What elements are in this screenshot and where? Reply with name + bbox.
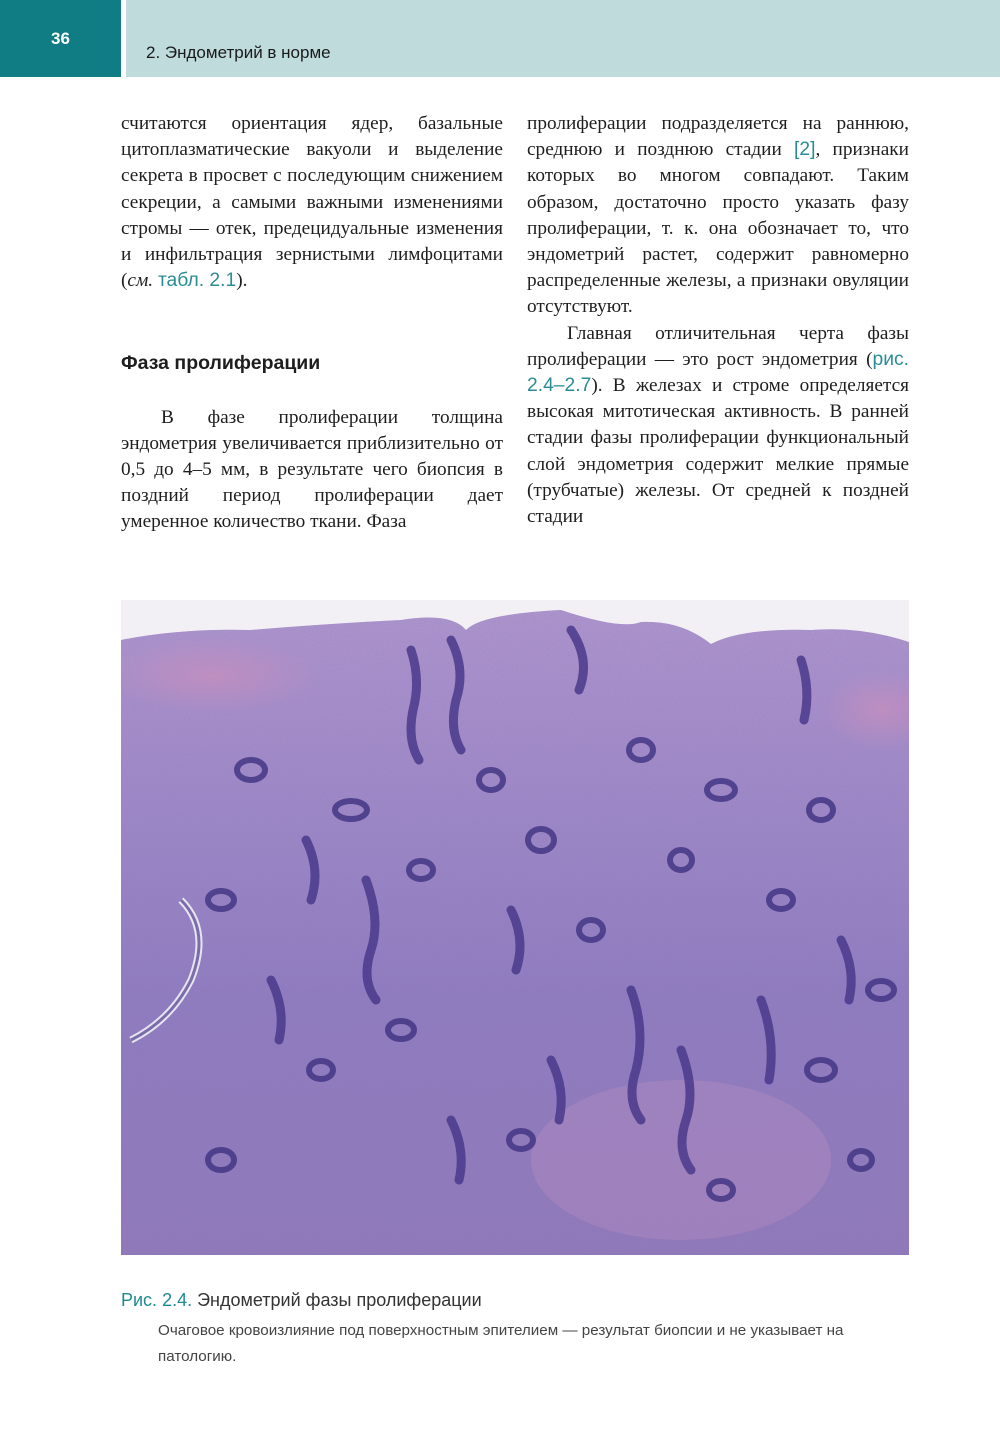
- table-2-1-link[interactable]: табл. 2.1: [157, 270, 237, 292]
- left-paragraph-1: считаются ориентация ядер, базальные цитоплазматические вакуоли и выделение секрета в просвет с последующим снижением секреции, а самыми важными изменениями стромы — отек, предецидуальные изменения и инфильтрация зернистыми лимфоцитами (см. табл. 2.1).: [121, 113, 503, 292]
- right-paragraph-1: пролиферации подразделяется на раннюю, среднюю и позднюю стадии [2], признаки которых во многом совпадают. Таким образом, достаточно просто указать фазу пролиферации, т. к. она обозначает то, что эндометрий растет, содержит равномерно распределенные железы, а признаки овуляции отсутствуют.: [527, 113, 909, 318]
- page-number-text: 36: [51, 28, 70, 48]
- running-header: [126, 0, 1000, 77]
- figure-title: Эндометрий фазы пролиферации: [197, 1290, 482, 1310]
- right-column: [527, 111, 909, 530]
- section-heading: Фаза пролиферации: [121, 352, 321, 375]
- figure-label: Рис. 2.4.: [121, 1290, 193, 1310]
- reference-2-link[interactable]: [2]: [794, 139, 816, 161]
- left-paragraph-2: В фазе пролиферации толщина эндометрия увеличивается приблизительно от 0,5 до 4–5 мм, в результате чего биопсия в поздний период пролиферации дает умеренное количество ткани. Фаза: [121, 406, 503, 533]
- figure-description: Очаговое кровоизлияние под поверхностным эпителием — результат биопсии и не указывает на патологию.: [158, 1322, 844, 1365]
- left-column: [121, 111, 503, 536]
- figure-caption-title: [121, 1290, 482, 1311]
- see-italic: см.: [127, 270, 154, 292]
- chapter-title: 2. Эндометрий в норме: [146, 43, 331, 62]
- right-paragraph-2: Главная отличительная черта фазы пролиферации — это рост эндометрия (рис. 2.4–2.7). В железах и строме определяется высокая митотическая активность. В ранней стадии фазы пролиферации функциональный слой эндометрия содержит мелкие прямые (трубчатые) железы. От средней к поздней стадии: [527, 322, 909, 528]
- histology-micrograph: [121, 600, 909, 1255]
- page-number: [0, 0, 121, 77]
- figure-2-4-2-7-link[interactable]: рис. 2.4–2.7: [527, 348, 909, 397]
